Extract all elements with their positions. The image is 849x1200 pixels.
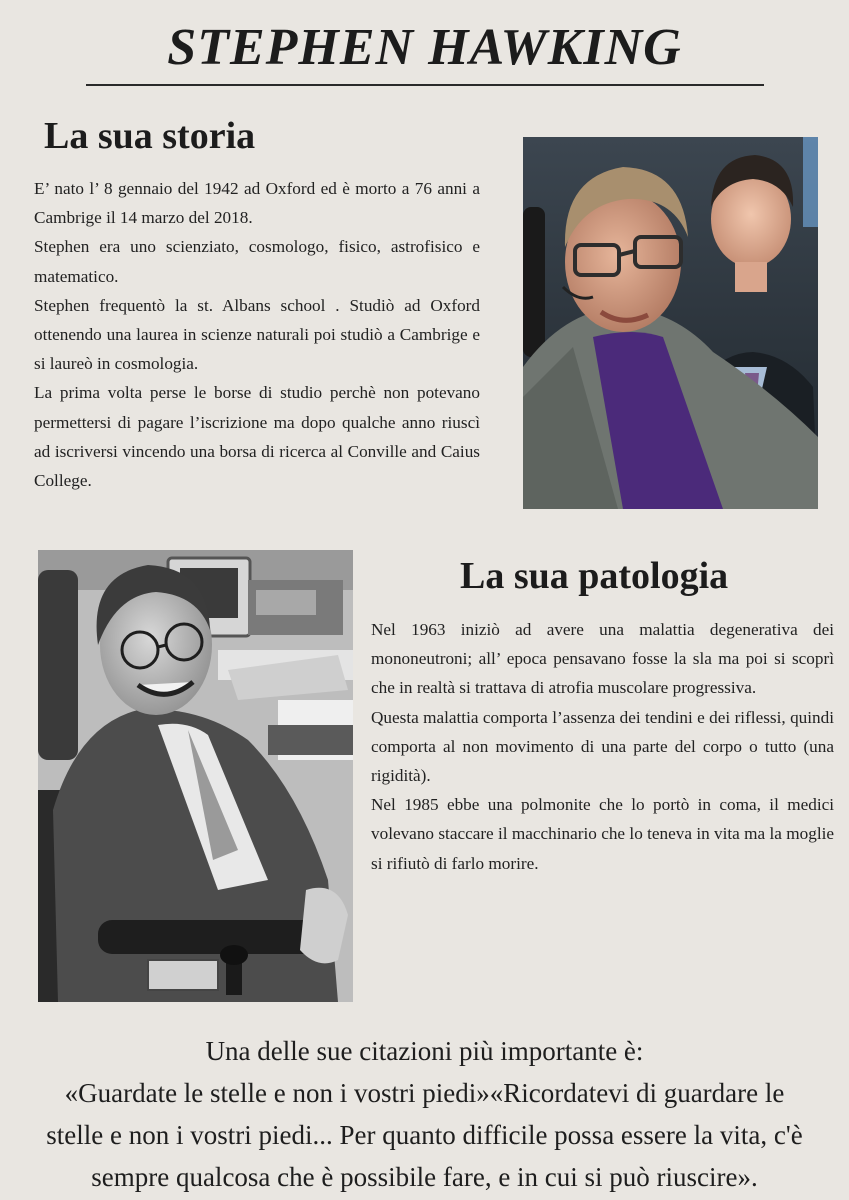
story-paragraph: Stephen era uno scienziato, cosmologo, fisico, astrofisico e matematico. [34, 237, 480, 286]
quote-line: Una delle sue citazioni più importante è: [205, 1036, 644, 1066]
story-heading: La sua storia [44, 115, 256, 157]
hawking-bw-photo [38, 550, 353, 1002]
pathology-text [371, 615, 834, 878]
pathology-paragraph: Nel 1985 ebbe una polmonite che lo portò in coma, il medici volevano staccare il macchinario che lo teneva in vita ma la moglie si rifiutò di farlo morire. [371, 795, 834, 873]
story-paragraph: E’ nato l’ 8 gennaio del 1942 ad Oxford ed è morto a 76 anni a Cambrige il 14 marzo del 2018. [34, 179, 480, 228]
story-paragraph: La prima volta perse le borse di studio perchè non potevano permettersi di pagare l’iscrizione ma dopo qualche anno riuscì ad iscriversi vincendo una borsa di ricerca al Conville and Caius College. [34, 383, 480, 491]
pathology-paragraph: Nel 1963 iniziò ad avere una malattia degenerativa dei mononeutroni; all’ epoca pensavano fosse la sla ma poi si scoprì che in realtà si trattava di atrofia muscolare progressiva. [371, 620, 834, 698]
pathology-heading: La sua patologia [460, 555, 729, 597]
story-paragraph: Stephen frequentò la st. Albans school . Studiò ad Oxford ottenendo una laurea in scienze naturali poi studiò a Cambrige e si laureò in cosmologia. [34, 295, 480, 374]
hawking-portrait-photo [523, 137, 818, 509]
title-divider [86, 84, 764, 86]
quote-block [0, 1030, 849, 1198]
quote-line: «Guardate le stelle e non i vostri piedi»«Ricordatevi di guardare le [64, 1078, 785, 1108]
page-title: STEPHEN HAWKING [167, 19, 682, 76]
quote-line: sempre qualcosa che è possibile fare, e in cui si può riuscire». [91, 1162, 758, 1192]
pathology-paragraph: Questa malattia comporta l’assenza dei tendini e dei riflessi, quindi comporta al non movimento di una parte del corpo o tutto (una rigidità). [371, 707, 834, 786]
story-text [34, 174, 480, 495]
quote-line: stelle e non i vostri piedi... Per quanto difficile possa essere la vita, c'è [46, 1120, 803, 1150]
